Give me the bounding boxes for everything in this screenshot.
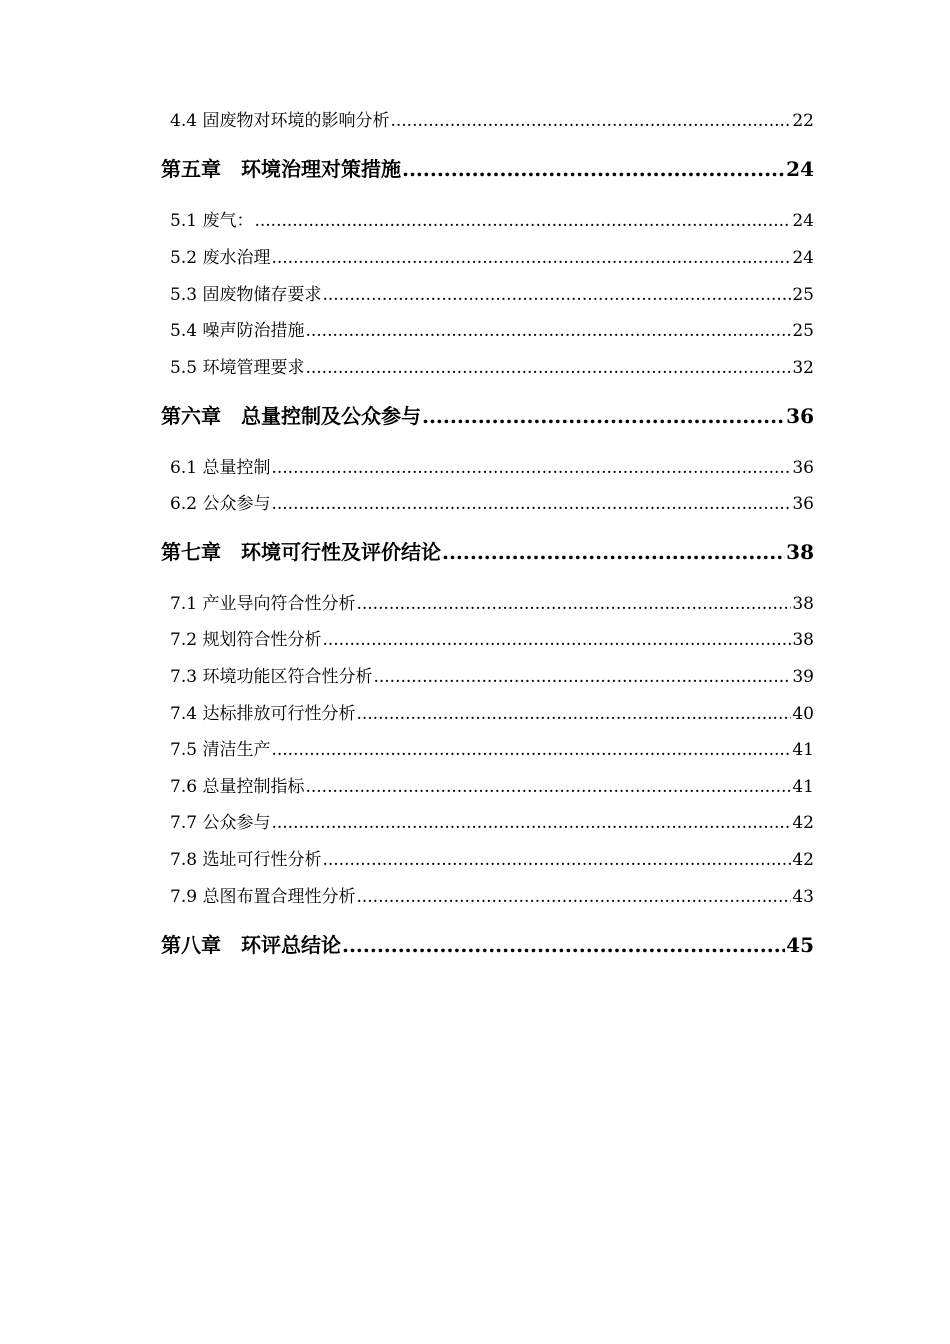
toc-page-number: 40 <box>792 704 814 724</box>
toc-page-number: 36 <box>792 494 814 514</box>
toc-leader-dots <box>254 211 791 231</box>
toc-page-number: 43 <box>792 887 814 907</box>
toc-section-entry[interactable] <box>170 106 814 131</box>
toc-entry-title: 7.4 达标排放可行性分析 <box>170 704 356 724</box>
toc-section-entry[interactable] <box>170 845 814 870</box>
toc-entry-title: 7.1 产业导向符合性分析 <box>170 594 356 614</box>
toc-page-number: 36 <box>792 458 814 478</box>
toc-chapter-entry[interactable] <box>161 153 814 182</box>
toc-page-number: 22 <box>792 111 814 131</box>
toc-page-number: 41 <box>792 777 814 797</box>
toc-page-number: 24 <box>792 211 814 231</box>
toc-page-number: 32 <box>792 358 814 378</box>
toc-section-entry[interactable] <box>170 625 814 650</box>
toc-chapter-entry[interactable] <box>161 536 814 565</box>
toc-leader-dots <box>322 285 791 305</box>
toc-section-entry[interactable] <box>170 353 814 378</box>
toc-leader-dots <box>305 777 791 797</box>
toc-entry-title: 5.2 废水治理 <box>170 248 271 268</box>
toc-page-number: 38 <box>792 594 814 614</box>
toc-page-number: 36 <box>786 404 814 428</box>
toc-leader-dots <box>305 321 791 341</box>
toc-section-entry[interactable] <box>170 589 814 614</box>
toc-entry-title: 7.7 公众参与 <box>170 813 271 833</box>
toc-section-entry[interactable] <box>170 206 814 231</box>
toc-entry-title: 7.9 总图布置合理性分析 <box>170 887 356 907</box>
toc-section-entry[interactable] <box>170 280 814 305</box>
toc-page-number: 42 <box>792 813 814 833</box>
toc-leader-dots <box>271 740 791 760</box>
toc-entry-title: 第五章 环境治理对策措施 <box>161 157 401 181</box>
toc-entry-title: 5.5 环境管理要求 <box>170 358 305 378</box>
toc-section-entry[interactable] <box>170 735 814 760</box>
toc-leader-dots <box>442 540 785 564</box>
toc-leader-dots <box>373 667 791 687</box>
toc-section-entry[interactable] <box>170 772 814 797</box>
toc-leader-dots <box>422 404 785 428</box>
toc-section-entry[interactable] <box>170 662 814 687</box>
toc-chapter-entry[interactable] <box>161 929 814 958</box>
toc-leader-dots <box>356 887 791 907</box>
toc-page-number: 38 <box>792 630 814 650</box>
toc-entry-title: 7.6 总量控制指标 <box>170 777 305 797</box>
toc-section-entry[interactable] <box>170 489 814 514</box>
toc-leader-dots <box>271 813 791 833</box>
toc-page-number: 38 <box>786 540 814 564</box>
toc-chapter-entry[interactable] <box>161 400 814 429</box>
toc-page-number: 25 <box>792 285 814 305</box>
toc-page-number: 42 <box>792 850 814 870</box>
toc-leader-dots <box>342 933 785 957</box>
toc-section-entry[interactable] <box>170 699 814 724</box>
toc-entry-title: 第八章 环评总结论 <box>161 933 341 957</box>
toc-entry-title: 5.1 废气： <box>170 211 254 231</box>
toc-page-number: 41 <box>792 740 814 760</box>
toc-entry-title: 7.3 环境功能区符合性分析 <box>170 667 373 687</box>
toc-page-number: 25 <box>792 321 814 341</box>
toc-entry-title: 5.3 固废物储存要求 <box>170 285 322 305</box>
toc-section-entry[interactable] <box>170 316 814 341</box>
toc-leader-dots <box>322 630 791 650</box>
toc-entry-title: 6.2 公众参与 <box>170 494 271 514</box>
toc-page-number: 39 <box>792 667 814 687</box>
toc-entry-title: 7.2 规划符合性分析 <box>170 630 322 650</box>
toc-leader-dots <box>322 850 791 870</box>
toc-leader-dots <box>356 704 791 724</box>
toc-entry-title: 6.1 总量控制 <box>170 458 271 478</box>
toc-section-entry[interactable] <box>170 808 814 833</box>
toc-leader-dots <box>305 358 791 378</box>
toc-leader-dots <box>356 594 791 614</box>
toc-leader-dots <box>271 458 791 478</box>
toc-entry-title: 5.4 噪声防治措施 <box>170 321 305 341</box>
toc-section-entry[interactable] <box>170 243 814 268</box>
toc-leader-dots <box>390 111 791 131</box>
toc-entry-title: 4.4 固废物对环境的影响分析 <box>170 111 390 131</box>
toc-leader-dots <box>271 248 791 268</box>
toc-page-number: 45 <box>786 933 814 957</box>
toc-leader-dots <box>271 494 791 514</box>
toc-entry-title: 7.5 清洁生产 <box>170 740 271 760</box>
toc-page-number: 24 <box>792 248 814 268</box>
toc-section-entry[interactable] <box>170 453 814 478</box>
toc-page-number: 24 <box>786 157 814 181</box>
toc-entry-title: 第六章 总量控制及公众参与 <box>161 404 421 428</box>
toc-section-entry[interactable] <box>170 882 814 907</box>
toc-leader-dots <box>402 157 785 181</box>
toc-entry-title: 第七章 环境可行性及评价结论 <box>161 540 441 564</box>
toc-entry-title: 7.8 选址可行性分析 <box>170 850 322 870</box>
